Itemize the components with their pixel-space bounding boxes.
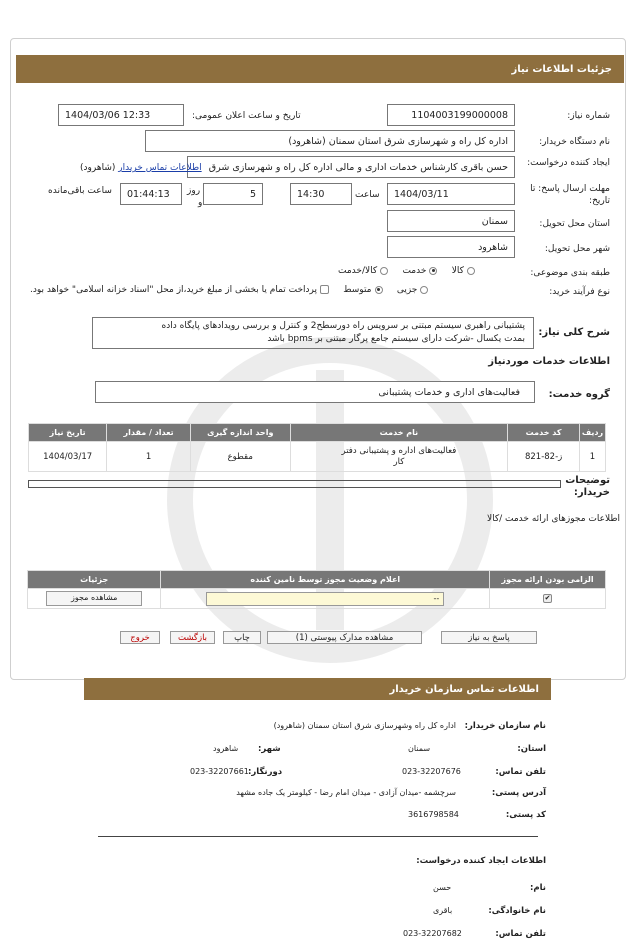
province-label: استان محل تحویل: (539, 219, 610, 229)
city-field: شاهرود (387, 236, 515, 258)
cell-status (161, 589, 490, 609)
col-permit-required: الزامی بودن ارائه مجوز (490, 571, 606, 589)
summary-label: شرح کلی نیاز: (538, 327, 610, 338)
category-options (338, 266, 475, 276)
contact-title: اطلاعات تماس سازمان خریدار (389, 683, 539, 695)
days-field: 5 (203, 183, 263, 205)
remaining-time-field: 01:44:13 (120, 183, 182, 205)
required-checkbox: ✔ (544, 593, 551, 602)
radio-minor[interactable] (420, 286, 428, 294)
option-service: خدمت (402, 266, 427, 276)
cell-qty: 1 (107, 442, 191, 472)
page-header (16, 55, 624, 83)
creator-contact-row (80, 163, 202, 173)
org-label: نام سازمان خریدار: (464, 721, 546, 731)
announce-label: تاریخ و ساعت اعلان عمومی: (192, 111, 301, 121)
table-row (28, 589, 606, 609)
radio-goods-service[interactable] (380, 267, 388, 275)
province-field: سمنان (387, 210, 515, 232)
creator-tail: (شاهرود) (80, 163, 116, 173)
cell-unit: مقطوع (190, 442, 290, 472)
creator-phone-value: 023-32207682 (403, 929, 462, 938)
cell-name-line-2: کار (393, 456, 405, 467)
services-table-header (29, 424, 606, 442)
notes-label (565, 475, 610, 499)
contact-fax-value: 023-32207661 (190, 767, 249, 776)
time-label: ساعت (355, 190, 380, 200)
creator-label: ایجاد کننده درخواست: (527, 158, 610, 168)
buyer-label: نام دستگاه خریدار: (539, 137, 610, 147)
option-medium: متوسط (343, 285, 372, 295)
org-value: اداره کل راه وشهرسازی شرق استان سمنان (شاهرود) (273, 721, 456, 730)
summary-box (92, 317, 534, 349)
need-number-field: 1104003199000008 (387, 104, 515, 126)
cell-row: 1 (580, 442, 606, 472)
cell-date: 1404/03/17 (29, 442, 107, 472)
permits-table-header (28, 571, 606, 589)
back-button[interactable]: بازگشت (170, 631, 215, 644)
option-goods: کالا (451, 266, 464, 276)
city-label: شهر محل تحویل: (544, 244, 610, 254)
summary-line-2: بمدت یکسال -شرکت دارای سیستم جامع پرگار مبتنی بر bpms باشد (267, 334, 525, 344)
postal-label: کد پستی: (505, 810, 546, 820)
contact-province-value: سمنان (408, 744, 431, 753)
table-row (29, 442, 606, 472)
buyer-field: اداره کل راه و شهرسازی شرق استان سمنان (شاهرود) (145, 130, 515, 152)
category-label: طبقه بندی موضوعی: (530, 268, 610, 278)
notes-label-line-1: توضیحات (565, 475, 610, 486)
permits-table (27, 570, 606, 609)
creator-field: حسن باقری کارشناس خدمات اداری و مالی اداره کل راه و شهرسازی شرق (187, 156, 515, 178)
remaining-label: ساعت باقی‌مانده (48, 186, 112, 196)
postal-value: 3616798584 (408, 810, 459, 819)
exit-button[interactable]: خروج (120, 631, 160, 644)
address-value: سرچشمه -میدان آزادی - میدان امام رضا - کیلومتر یک جاده مشهد (236, 788, 456, 797)
and-label: و (198, 198, 203, 208)
contact-city-value: شاهرود (213, 744, 239, 753)
deadline-label: مهلت ارسال پاسخ: تا تاریخ: (530, 184, 610, 206)
col-code: کد خدمت (508, 424, 580, 442)
creator-name-value: حسن (433, 883, 452, 892)
contact-province-label: استان: (517, 744, 546, 754)
print-button[interactable]: چاپ (223, 631, 261, 644)
notes-label-line-2: خریدار: (573, 487, 610, 498)
creator-family-value: باقری (433, 906, 453, 915)
cell-details (28, 589, 161, 609)
service-group-field: فعالیت‌های اداری و خدمات پشتیبانی (95, 381, 535, 403)
col-qty: تعداد / مقدار (107, 424, 191, 442)
contact-phone-value: 023-32207676 (402, 767, 461, 776)
treasury-checkbox[interactable] (320, 285, 329, 294)
process-row (30, 285, 428, 295)
contact-divider (98, 836, 538, 837)
summary-line-1: پشتیبانی راهبری سیستم مبتنی بر سرویس راه دورسطح2 و کنترل و بررسی رویدادهای پایگاه داده (161, 321, 525, 331)
radio-service[interactable] (429, 267, 437, 275)
address-label: آدرس پستی: (491, 788, 546, 798)
view-attachments-button[interactable]: مشاهده مدارک پیوستی (1) (267, 631, 422, 644)
creator-name-label: نام: (529, 883, 546, 893)
reply-button[interactable]: پاسخ به نیاز (441, 631, 537, 644)
creator-family-label: نام خانوادگی: (488, 906, 546, 916)
col-date: تاریخ نیاز (29, 424, 107, 442)
contact-header (84, 678, 551, 700)
col-unit: واحد اندازه گیری (190, 424, 290, 442)
buyer-contact-link[interactable]: اطلاعات تماس خریدار (118, 163, 202, 173)
announce-field: 1404/03/06 12:33 (58, 104, 184, 126)
col-row: ردیف (580, 424, 606, 442)
days-label: روز (187, 186, 201, 196)
col-permit-status: اعلام وضعیت مجوز توسط نامین کننده (161, 571, 490, 589)
notes-field (28, 480, 561, 488)
deadline-date-field: 1404/03/11 (387, 183, 515, 205)
cell-name (290, 442, 508, 472)
page-title: جزئیات اطلاعات نیاز (511, 63, 612, 75)
permit-status-input[interactable]: -- (206, 592, 444, 606)
cell-code: ز-82-821 (508, 442, 580, 472)
creator-phone-label: تلفن تماس: (495, 929, 546, 939)
deadline-time-field: 14:30 (290, 183, 352, 205)
radio-medium[interactable] (375, 286, 383, 294)
radio-goods[interactable] (467, 267, 475, 275)
permits-title: اطلاعات مجوزهای ارائه خدمت /کالا (486, 514, 620, 524)
contact-fax-label: دورنگار: (248, 767, 283, 777)
services-title: اطلاعات خدمات موردنیاز (488, 356, 610, 367)
option-minor: جزیی (396, 285, 418, 295)
creator-info-title: اطلاعات ایجاد کننده درخواست: (416, 856, 546, 866)
option-goods-service: کالا/خدمت (338, 266, 378, 276)
contact-phone-label: تلفن تماس: (495, 767, 546, 777)
cell-name-line-1: فعالیت‌های اداره و پشتیبانی دفتر (341, 445, 457, 456)
services-table (28, 423, 606, 472)
service-group-label: گروه خدمت: (548, 389, 610, 400)
contact-city-label: شهر: (258, 744, 281, 754)
need-number-label: شماره نیاز: (567, 111, 610, 121)
col-name: نام خدمت (290, 424, 508, 442)
col-permit-details: جزئیات (28, 571, 161, 589)
view-permit-button[interactable]: مشاهده مجوز (46, 591, 142, 606)
process-label: نوع فرآیند خرید: (549, 287, 610, 297)
treasury-note: پرداخت تمام یا بخشی از مبلغ خرید،از محل "اسناد خزانه اسلامی" خواهد بود. (30, 285, 318, 295)
cell-required (490, 589, 606, 609)
